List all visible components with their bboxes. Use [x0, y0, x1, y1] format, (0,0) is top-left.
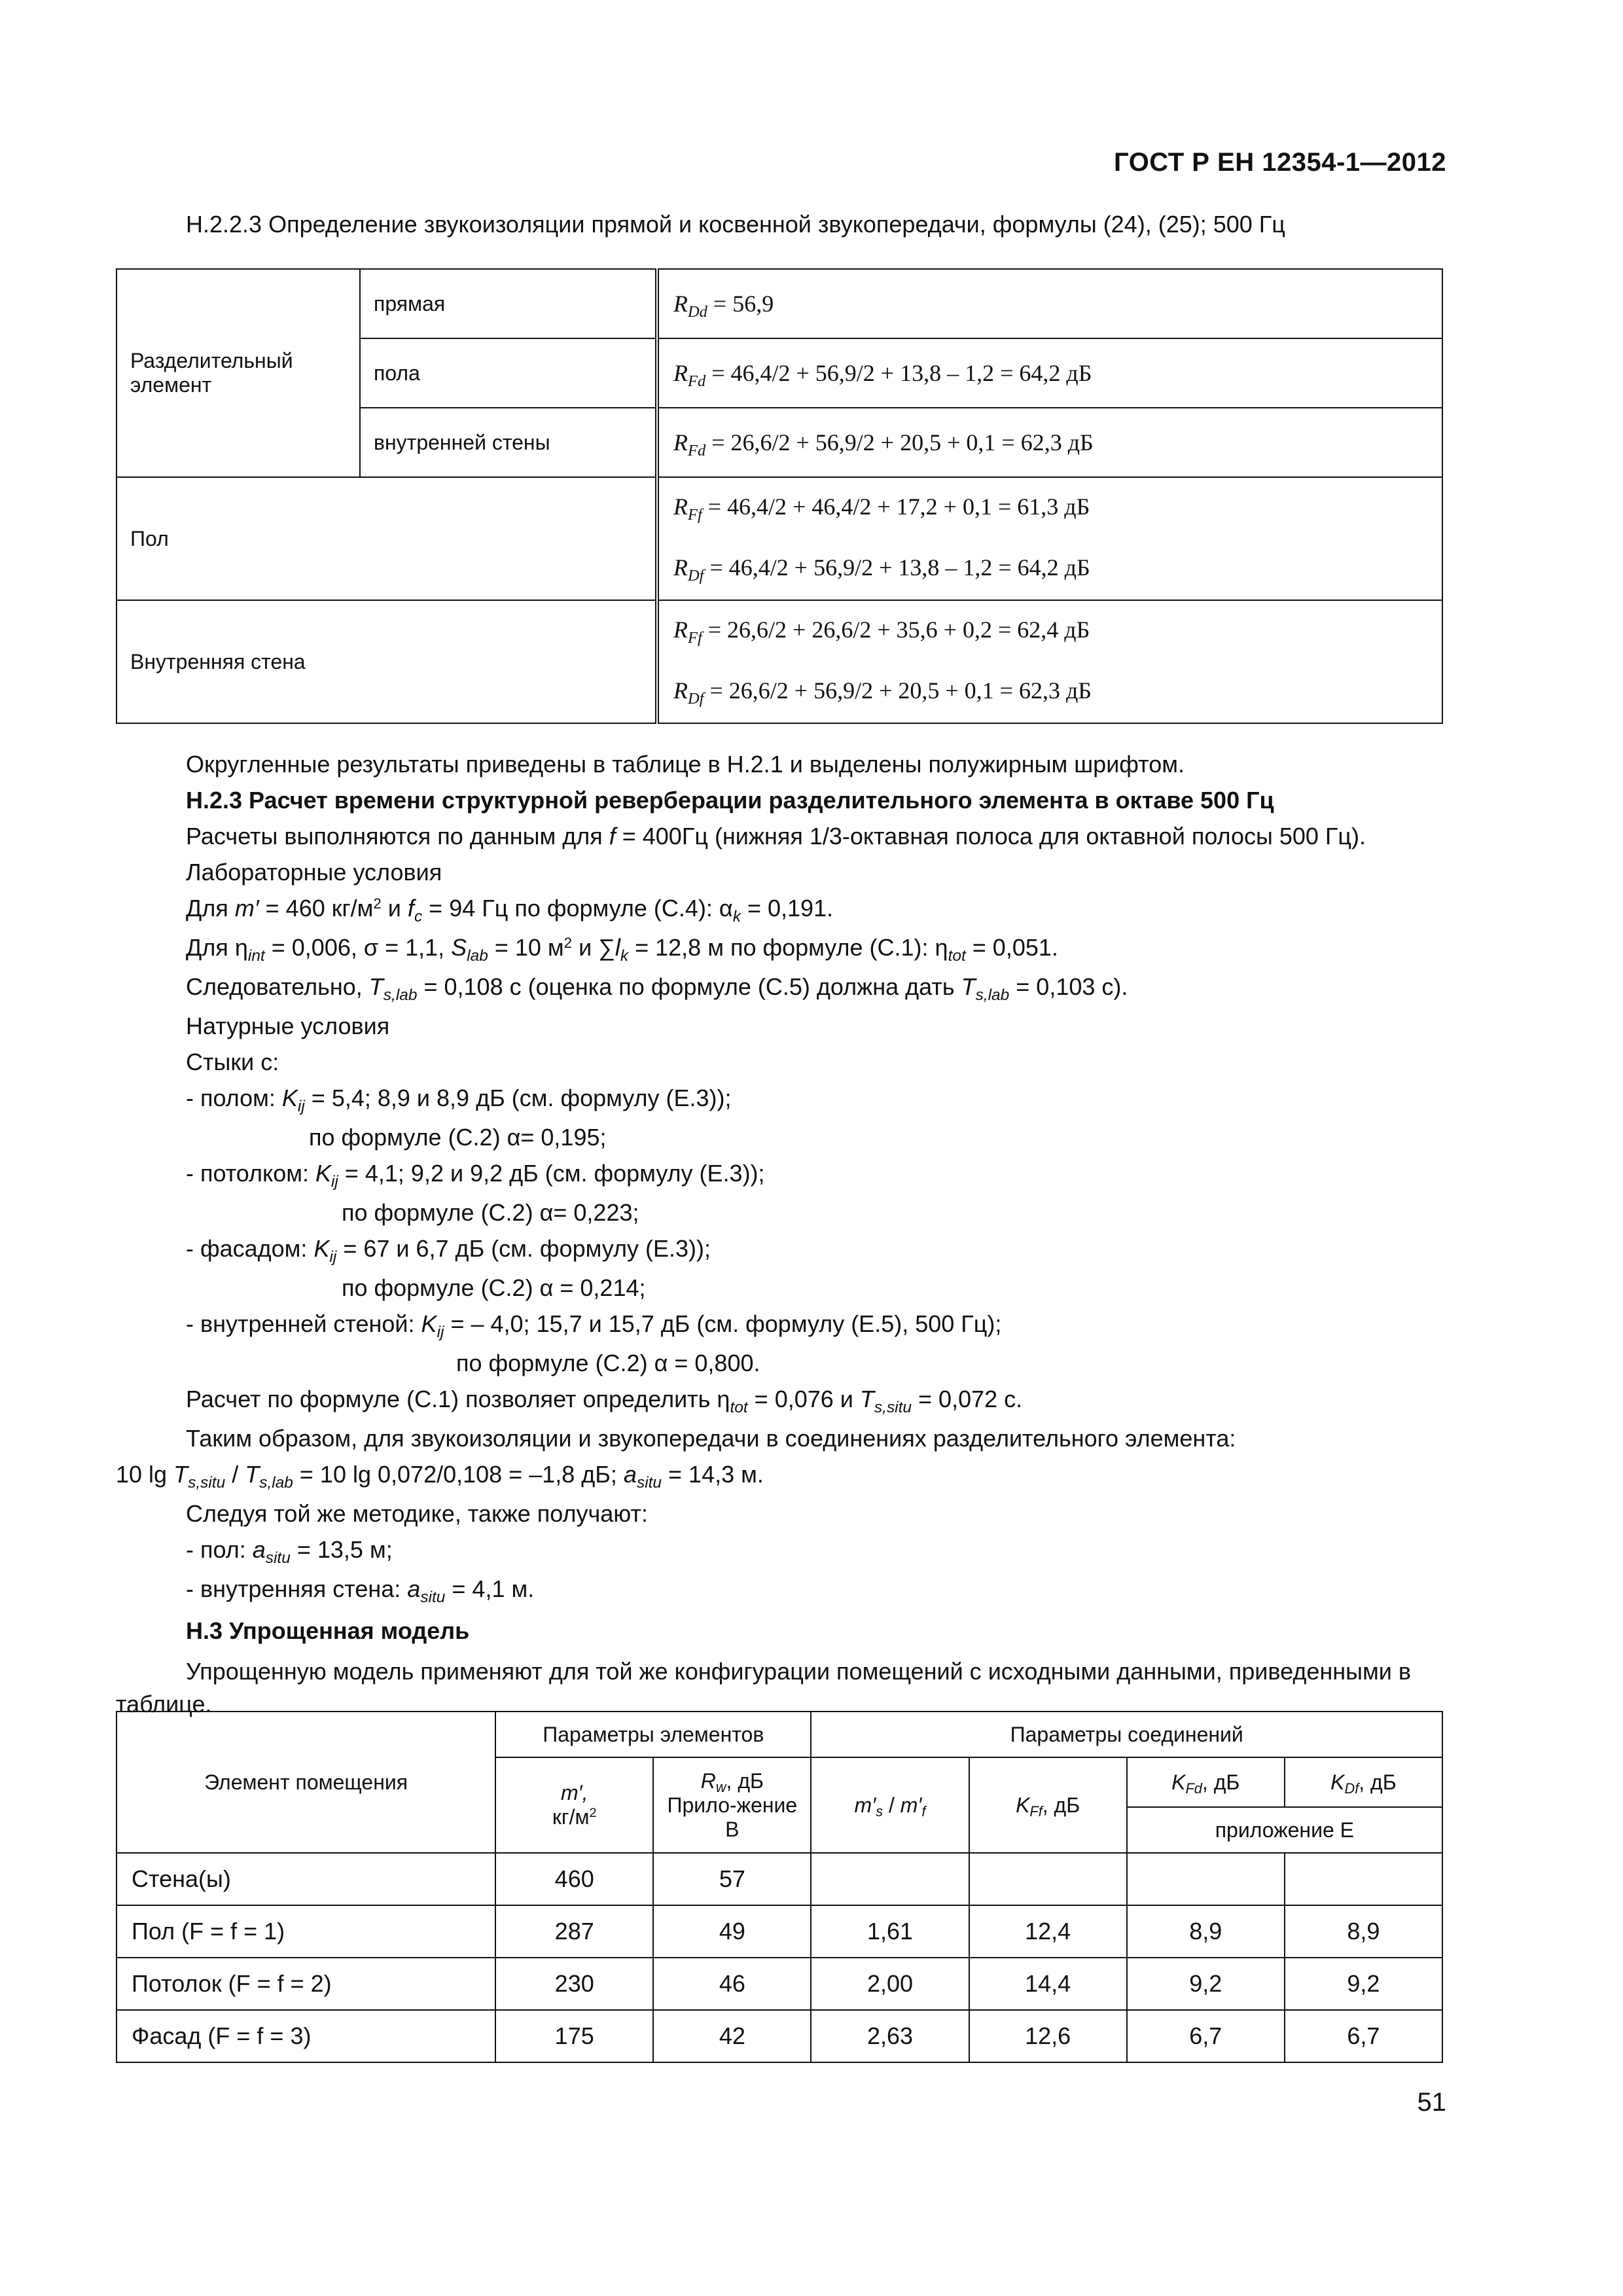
formula-line: Для m′ = 460 $кг/м^2$ и $f_c = 94$ Гц по формуле (С.4): $\alpha_k = 0,191$. — [186, 895, 834, 925]
cell-mass: 175 — [495, 2010, 653, 2062]
formula-line: Следовательно, $T_{s,lab} = 0,108$ с (оценка по формуле (С.5) должна дать $T_{s,lab} = 0,103$ с). — [186, 973, 1128, 1004]
cell-kfd: 6,7 — [1127, 2010, 1285, 2062]
table-row — [116, 1958, 1442, 2010]
paragraph: Таким образом, для звукоизоляции и звукопередачи в соединениях разделительного элемента: — [186, 1425, 1236, 1452]
header-joint-params: Параметры соединений — [811, 1712, 1442, 1757]
formula: $R_{Df} = 46,4/2 + 56,9/2 + 13,8 - 1,2 = 64,2$ дБ — [673, 554, 1090, 584]
section-caption: Н.2.2.3 Определение звукоизоляции прямой и косвенной звукопередачи, формулы (24), (25); 500 Гц — [186, 211, 1285, 238]
formula-pair — [657, 477, 1442, 600]
header-element-params: Параметры элементов — [495, 1712, 811, 1757]
table-header-row — [116, 1712, 1442, 1757]
header-mass: m′, $кг/м^2$ — [495, 1757, 653, 1853]
paragraph: Натурные условия — [186, 1013, 390, 1039]
header-appendix-e: приложение Е — [1127, 1807, 1442, 1853]
page-number: 51 — [1417, 2088, 1446, 2117]
floor-label: Пол — [116, 477, 657, 600]
cell-kfd: 8,9 — [1127, 1905, 1285, 1958]
table-row — [116, 269, 1442, 338]
list-item: - внутренней стеной: $K_{ij}$ = – 4,0; 15,7 и 15,7 дБ (см. формулу (Е.5), 500 Гц); — [186, 1310, 1002, 1341]
formula: $R_{Ff} = 46,4/2 + 46,4/2 + 17,2 + 0,1 = 61,3$ дБ — [673, 493, 1090, 524]
table-row — [116, 2010, 1442, 2062]
formula-line: Расчет по формуле (С.1) позволяет определить $\eta_{tot} = 0,076$ и $T_{s,situ} = 0,072$ с. — [186, 1386, 1023, 1416]
cell-element: Стена(ы) — [116, 1853, 495, 1905]
cell-kfd — [1127, 1853, 1285, 1905]
cell-mass: 287 — [495, 1905, 653, 1958]
header-kdf: $K_{Df}$, дБ — [1285, 1757, 1442, 1807]
header-element: Элемент помещения — [116, 1712, 495, 1853]
cell-rw: 42 — [653, 2010, 811, 2062]
paragraph: Лабораторные условия — [186, 859, 442, 886]
cell-mass: 460 — [495, 1853, 653, 1905]
formula-line: 10 $\lg T_{s,situ} / T_{s,lab} = 10$ lg 0,072/0,108 = –1,8 дБ; $a_{situ} = 14,3$ м. — [116, 1461, 764, 1492]
formula: $R_{Fd} = 26,6/2 + 56,9/2 + 20,5 + 0,1 = 62,3$ дБ — [657, 408, 1442, 477]
list-item-detail: по формуле (С.2) α= 0,195; — [309, 1124, 607, 1151]
header-rw: $R_w$, дБ Прило-жение В — [653, 1757, 811, 1853]
cell-kdf — [1285, 1853, 1442, 1905]
paragraph: Следуя той же методике, также получают: — [186, 1500, 649, 1527]
cell-rw: 57 — [653, 1853, 811, 1905]
formula: $R_{Df} = 26,6/2 + 56,9/2 + 20,5 + 0,1 = 62,3$ дБ — [673, 677, 1092, 708]
list-item: - полом: $K_{ij} = 5,4$; 8,9 и 8,9 дБ (см. формулу (Е.3)); — [186, 1085, 732, 1115]
body-text — [116, 746, 1451, 1721]
row-label: пола — [360, 338, 657, 408]
list-item: - пол: $a_{situ} = 13,5$ м; — [186, 1536, 393, 1567]
header-kfd: $K_{Fd}$, дБ — [1127, 1757, 1285, 1807]
formula: $R_{Fd} = 46,4/2 + 56,9/2 + 13,8 - 1,2 = 64,2$ дБ — [657, 338, 1442, 408]
document-header: ГОСТ Р ЕН 12354-1—2012 — [1114, 148, 1446, 177]
section-heading: Н.2.3 Расчет времени структурной реверберации разделительного элемента в октаве 500 Гц — [186, 787, 1274, 814]
cell-rw: 49 — [653, 1905, 811, 1958]
formula: $R_{Dd} = 56,9$ — [657, 269, 1442, 338]
list-item: - фасадом: $K_{ij} = 67$ и 6,7 дБ (см. формулу (Е.3)); — [186, 1235, 711, 1266]
cell-mass: 230 — [495, 1958, 653, 2010]
row-label: прямая — [360, 269, 657, 338]
cell-kfd: 9,2 — [1127, 1958, 1285, 2010]
cell-kdf: 9,2 — [1285, 1958, 1442, 2010]
table-row — [116, 1853, 1442, 1905]
header-mass-ratio: $m'_s / m'_f$ — [811, 1757, 969, 1853]
formula: $R_{Ff} = 26,6/2 + 26,6/2 + 35,6 + 0,2 = 62,4$ дБ — [673, 617, 1090, 647]
header-kff: $K_{Ff}$, дБ — [969, 1757, 1127, 1853]
paragraph: Стыки с: — [186, 1049, 279, 1075]
cell-kdf: 6,7 — [1285, 2010, 1442, 2062]
cell-kdf: 8,9 — [1285, 1905, 1442, 1958]
list-item-detail: по формуле (С.2) α = 0,214; — [342, 1274, 646, 1301]
list-item: - внутренняя стена: $a_{situ} = 4,1$ м. — [186, 1575, 535, 1606]
paragraph: Упрощенную модель применяют для той же конфигурации помещений с исходными данными, приведенными в таблице. — [116, 1658, 1411, 1717]
group-label: Разделительный элемент — [116, 269, 360, 477]
row-label: внутренней стены — [360, 408, 657, 477]
table-row — [116, 600, 1442, 723]
cell-element: Фасад (F = f = 3) — [116, 2010, 495, 2062]
section-heading: Н.3 Упрощенная модель — [186, 1617, 470, 1644]
cell-element: Пол (F = f = 1) — [116, 1905, 495, 1958]
cell-element: Потолок (F = f = 2) — [116, 1958, 495, 2010]
table-row — [116, 477, 1442, 600]
simplified-model-table — [116, 1711, 1443, 2063]
formula-line: Для $\eta_{int} = 0,006$, σ = 1,1, $S_{lab} = 10$ $м^2$ и $\sum l_k = 12,8$ м по формуле (С.1): $\eta_{tot} = 0,051$. — [186, 934, 1058, 965]
cell-kff: 12,4 — [969, 1905, 1127, 1958]
cell-ratio: 1,61 — [811, 1905, 969, 1958]
cell-ratio: 2,00 — [811, 1958, 969, 2010]
list-item-detail: по формуле (С.2) α= 0,223; — [342, 1199, 639, 1226]
list-item: - потолком: $K_{ij} = 4,1$; 9,2 и 9,2 дБ (см. формулу (Е.3)); — [186, 1160, 765, 1191]
cell-rw: 46 — [653, 1958, 811, 2010]
formula-pair — [657, 600, 1442, 723]
cell-ratio — [811, 1853, 969, 1905]
cell-kff: 12,6 — [969, 2010, 1127, 2062]
paragraph: Расчеты выполняются по данным для f = 400Гц (нижняя 1/3-октавная полоса для октавной полосы 500 Гц). — [186, 823, 1366, 850]
wall-label: Внутренняя стена — [116, 600, 657, 723]
table-row — [116, 1905, 1442, 1958]
list-item-detail: по формуле (С.2) α = 0,800. — [456, 1350, 760, 1376]
cell-ratio: 2,63 — [811, 2010, 969, 2062]
paragraph: Округленные результаты приведены в таблице в Н.2.1 и выделены полужирным шрифтом. — [186, 751, 1185, 778]
cell-kff: 14,4 — [969, 1958, 1127, 2010]
transmission-table — [116, 268, 1443, 724]
cell-kff — [969, 1853, 1127, 1905]
